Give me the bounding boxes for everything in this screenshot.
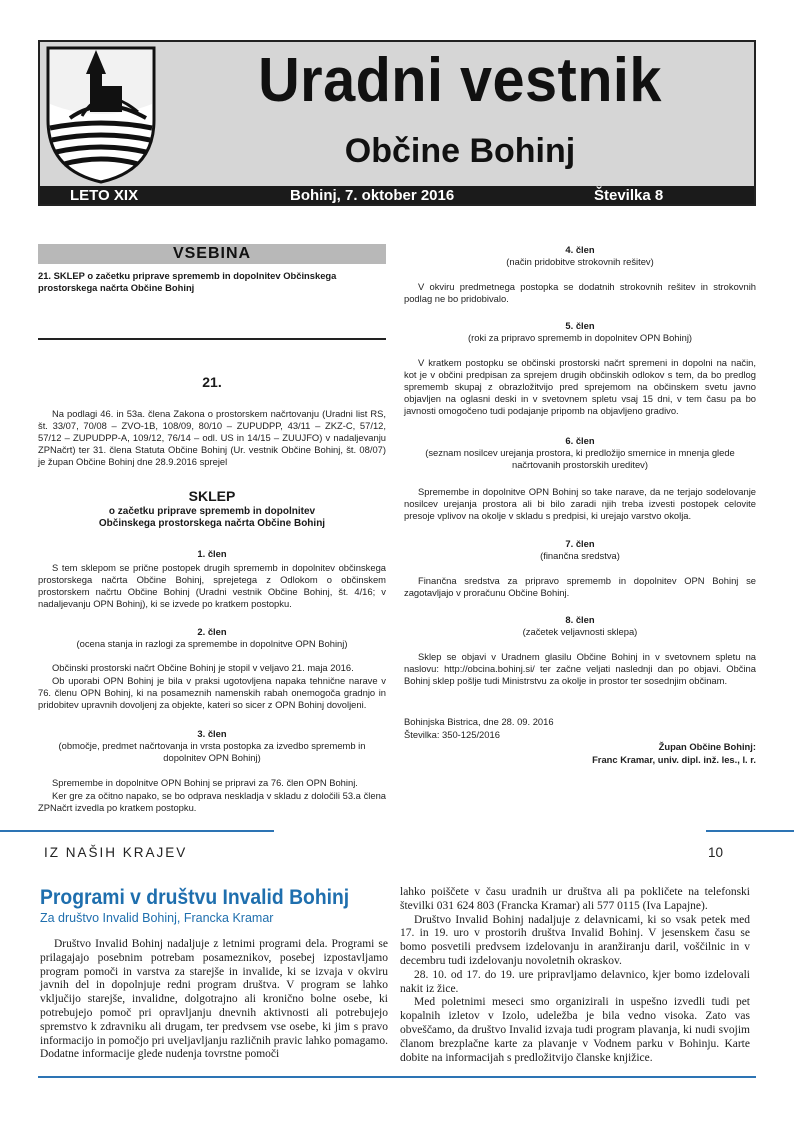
decree-subtitle-line: Občinskega prostorskega načrta Občine Bohinj — [98, 518, 326, 529]
article-text: Spremembe in dopolnitve OPN Bohinj se pripravi za 76. člen OPN Bohinj. — [52, 777, 358, 788]
article-subheading: (seznam nosilcev urejanja prostora, ki predložijo smernice in mnenja glede načrtovanih prostorskih ureditev) — [425, 447, 735, 470]
article-heading: 8. člen — [565, 614, 595, 625]
article-text: Ob uporabi OPN Bohinj je bila v praksi ugotovljena napaka tehnične narave v 76. členu OPN Bohinj, ki na posameznih namenskih rabah onemogoča gradnjo in pridobitev upravnih dovoljenj za objekte, kateri so sicer z OPN Bohinj dovoljeni. — [38, 675, 386, 710]
article-text: V kratkem postopku se občinski prostorski načrt spremeni in dopolni na način, kot je v občini predpisan za sprejem drugih občinskih odlokov s tem, da bo predlog sprememb skupaj z obrazložitvijo pred sprejemom na občinskem svetu javno objavljen na oglasni deski in v svetovnem spletu vsaj 15 dni, v tem času pa bo javnosti omogočeno tudi podajanje pripomb na objavljeno gradivo. — [404, 357, 756, 416]
article-heading: 3. člen — [197, 728, 227, 739]
page-number: 10 — [708, 845, 724, 860]
toc-heading: VSEBINA — [38, 244, 386, 264]
article-subheading: (roki za pripravo sprememb in dopolnitev OPN Bohinj) — [467, 332, 693, 343]
article-heading: 1. člen — [197, 548, 227, 559]
masthead-info-bar — [40, 186, 754, 204]
masthead-issue: Številka 8 — [594, 187, 664, 204]
article-column-left — [40, 938, 388, 1062]
article-subheading: (finančna sredstva) — [540, 550, 620, 561]
article-text: S tem sklepom se prične postopek drugih sprememb in dopolnitev občinskega prostorskega načrta Občine Bohinj, sprejetega z Odlokom o občinskem prostorskem načrtu Občine Bohinj (Uradni vestnik Občine Bohinj, št. 4/16; v nadaljevanju OPN Bohinj), ki se izvede po kratkem postopku. — [38, 562, 386, 609]
decree-title: SKLEP — [188, 488, 236, 504]
article-text: V okviru predmetnega postopka se dodatnih strokovnih rešitev in strokovnih podlag ne bo pridobivalo. — [404, 281, 756, 304]
article-heading: 6. člen — [565, 435, 595, 446]
article-byline: Za društvo Invalid Bohinj, Francka Kramar — [40, 911, 274, 925]
masthead-year: LETO XIX — [70, 187, 139, 204]
article-paragraph: lahko poiščete v času uradnih ur društva ali pa pokličete na telefonski številki 031 624 803 (Francka Kramar) ali 577 0115 (Iva Lapajne). — [400, 886, 750, 912]
article-paragraph: Društvo Invalid Bohinj nadaljuje z delavnicami, ki so vsak petek med 17. in 19. uro v prostorih društva Invalid Bohinj. V jesenskem času se bomo posvetili predvsem izdelovanju in aranžiranju daril, voščilnic in v decembru tudi izdelovanju novoletnih okraskov. — [400, 913, 750, 967]
masthead-title: Uradni vestnik — [258, 46, 662, 115]
decree-subtitle — [38, 506, 386, 530]
decree-number: 21. — [202, 374, 222, 390]
reference-number: Številka: 350-125/2016 — [404, 729, 500, 740]
toc-entry: 21. SKLEP o začetku priprave sprememb in dopolnitev Občinskega prostorskega načrta Občine Bohinj — [38, 270, 337, 293]
article-paragraph: 28. 10. od 17. do 19. ure pripravljamo delavnico, kjer bomo izdelovali nakit iz žice. — [400, 968, 750, 995]
article-text: Spremembe in dopolnitve OPN Bohinj so take narave, da ne terjajo sodelovanje nosilcev urejanja prostora ali bi bilo zaradi njih treba izvesti postopek celovite presoje vplivov na okolje v skladu s predpisi, ki urejajo varstvo okolja. — [404, 486, 756, 521]
article-subheading: (začetek veljavnosti sklepa) — [522, 626, 638, 637]
article-text: Finančna sredstva za pripravo sprememb in dopolnitev OPN Bohinj se zagotavljajo v proračunu Občine Bohinj. — [404, 575, 756, 598]
article-paragraph: Med poletnimi meseci smo organizirali in uspešno izvedli tudi pet kopalnih izletov v Izolo, udeležba je bila vedno visoka. Zato vas obveščamo, da društvo Invalid izvaja tudi program plavanja, ki nudi svojim članom brezplačne karte za plavanje v Vodnem parku v Bohinju. Karte dobite na informacijah s predložitvijo članske knjižice. — [400, 996, 750, 1064]
decree-preamble: Na podlagi 46. in 53a. člena Zakona o prostorskem načrtovanju (Uradni list RS, št. 33/07, 70/08 – ZVO-1B, 108/09, 80/10 – ZUPUDPP, 43/11 – ZKZ-C, 57/12, 57/12 – ZUPUDPP-A, 109/12, 76/14 – odl. US in 14/15 – ZUUJFO) v nadaljevanju ZPNačrt) ter 31. člena Statuta Občine Bohinj (Ur. vestnik Občine Bohinj, št. 08/07) je župan Občine Bohinj dne 28.9.2016 sprejel — [38, 408, 386, 467]
divider — [38, 338, 386, 340]
article-heading: 4. člen — [565, 244, 595, 255]
article-column-right — [400, 886, 750, 1065]
signer-title: Župan Občine Bohinj: — [658, 741, 756, 752]
masthead-date: Bohinj, 7. oktober 2016 — [290, 187, 455, 204]
masthead-subtitle: Občine Bohinj — [344, 132, 576, 170]
article-paragraph: Društvo Invalid Bohinj nadaljuje z letnimi programi dela. Programi se prilagajajo posebnim potrebam posameznikov, posebej izpostavljamo program pomoči in varstva za starejše in invalide, ki se izvaja v okviru javnih del in dopolnjuje redni program društva. V program se lahko vključijo starejše, invalidne, dolgotrajno ali kronično bolne osebe, ki potrebujejo pomoč pri opravljanju dnevnih aktivnosti ali potrebujejo spremstvo k zdravniku ali drugam, ter predvsem vse osebe, ki jim s pravo informacijo in pomočjo pri uveljavljanju različnih pravic lahko pomagamo. Dodatne informacije glede nudenja tovrstne pomoči — [40, 938, 388, 1061]
article-text: Občinski prostorski načrt Občine Bohinj je stopil v veljavo 21. maja 2016. — [52, 662, 354, 673]
decree-subtitle-line: o začetku priprave sprememb in dopolnitev — [108, 506, 316, 517]
article-heading: 5. člen — [565, 320, 595, 331]
article-subheading: (ocena stanja in razlogi za spremembe in dopolnitve OPN Bohinj) — [76, 638, 348, 649]
article-subheading: (način pridobitve strokovnih rešitev) — [506, 256, 654, 267]
article-text: Ker gre za očitno napako, se bo odprava neskladja v skladu z določili 53.a člena ZPNačrt izvedla po kratkem postopku. — [38, 790, 386, 813]
article-text: Sklep se objavi v Uradnem glasilu Občine Bohinj in v svetovnem spletu na naslovu: http://obcina.bohinj.si/ ter začne veljati naslednji dan po objavi. Občina Bohinj sklep pošlje tudi Ministrstvu za okolje in prostor ter sosednjim občinam. — [404, 651, 756, 686]
section-name: IZ NAŠIH KRAJEV — [44, 845, 188, 860]
bottom-rule — [38, 1076, 756, 1078]
place-date: Bohinjska Bistrica, dne 28. 09. 2016 — [404, 716, 554, 727]
signer-name: Franc Kramar, univ. dipl. inž. les., l. r. — [592, 754, 756, 765]
section-rule — [706, 830, 794, 832]
article-heading: 2. člen — [197, 626, 227, 637]
coat-of-arms-icon — [42, 42, 160, 186]
article-subheading: (območje, predmet načrtovanja in vrsta postopka za izvedbo sprememb in dopolnitev OPN Bohinj) — [58, 740, 366, 763]
section-rule — [0, 830, 274, 832]
article-title: Programi v društvu Invalid Bohinj — [40, 886, 350, 909]
article-heading: 7. člen — [565, 538, 595, 549]
